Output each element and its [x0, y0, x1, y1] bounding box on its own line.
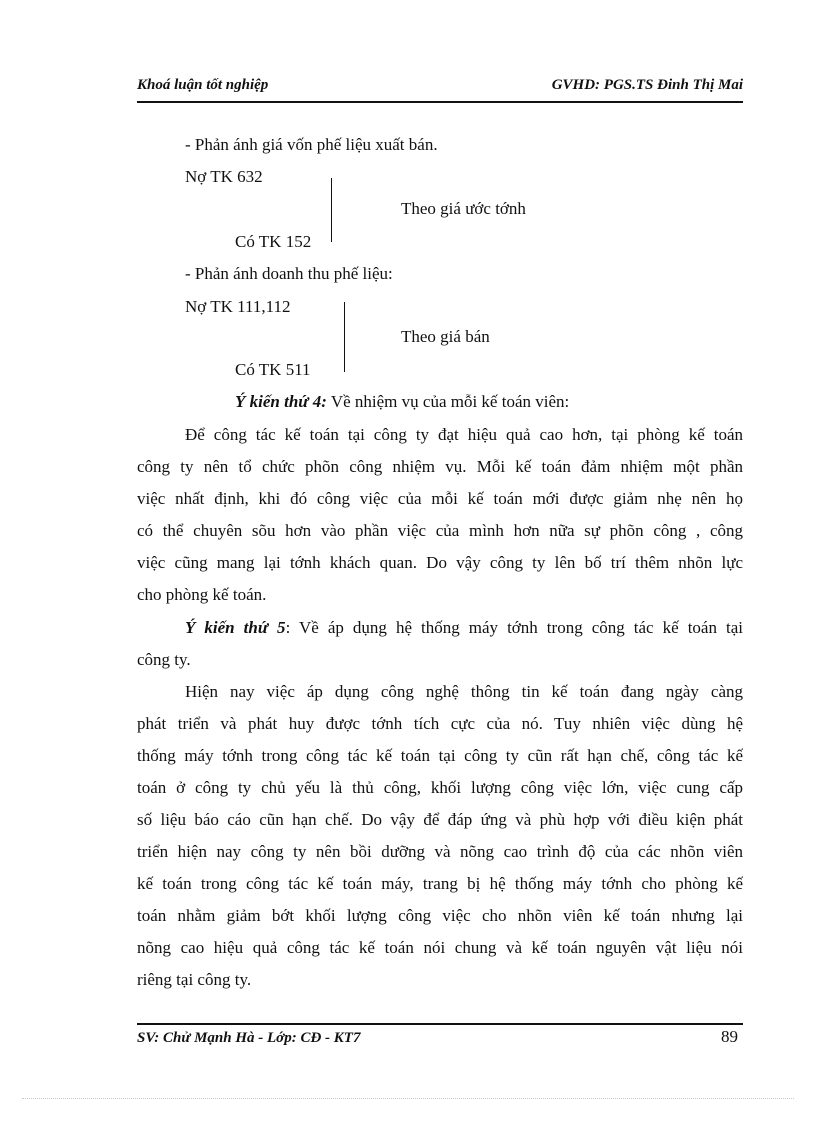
opinion5-title: [185, 617, 743, 639]
paragraph-line: số liệu báo cáo cũn hạn chế. Do vậy để đáp ứng và phù hợp với điều kiện phát: [137, 810, 743, 829]
entry1-debit: Nợ TK 632: [185, 167, 263, 186]
paragraph-line: cho phòng kế toán.: [137, 585, 267, 604]
opinion4-title-text: Về nhiệm vụ của mỗi kế toán viên:: [326, 392, 570, 411]
paragraph-line: toán ở công ty chủ yếu là thủ công, khối lượng công việc lớn, việc cung cấp: [137, 778, 743, 797]
opinion4-label: Ý kiến thứ 4:: [235, 392, 327, 411]
entry2-credit: Có TK 511: [235, 360, 311, 379]
opinion5-title-text: : Về áp dụng hệ thống máy tớnh trong công tác kế toán tại: [285, 618, 743, 637]
entry1-bracket: [331, 178, 332, 242]
paragraph-line: có thể chuyên sõu hơn vào phần việc của mình hơn nữa sự phõn công , công: [137, 521, 743, 540]
header-rule: [137, 101, 743, 103]
page-number: 89: [721, 1027, 738, 1046]
paragraph-line: riêng tại công ty.: [137, 970, 252, 989]
paragraph-line: triển hiện nay công ty nên bồi dưỡng và nõng cao trình độ của các nhõn viên: [137, 842, 743, 861]
opinion4-title: [235, 391, 569, 413]
paragraph-line: công ty nên tổ chức phõn công nhiệm vụ. Mỗi kế toán đảm nhiệm một phần: [137, 457, 743, 476]
paragraph-line: việc cũng mang lại tớnh khách quan. Do vậy công ty lên bố trí thêm nhõn lực: [137, 553, 743, 572]
entry1-heading: - Phản ánh giá vốn phế liệu xuất bán.: [185, 135, 438, 154]
paragraph-line: nõng cao hiệu quả công tác kế toán nói chung và kế toán nguyên vật liệu nói: [137, 938, 743, 957]
paragraph-line: thống máy tớnh trong công tác kế toán tại công ty cũn rất hạn chế, công tác kế: [137, 746, 743, 765]
entry2-heading: - Phản ánh doanh thu phế liệu:: [185, 264, 393, 283]
paragraph-line: việc nhất định, khi đó công việc của mỗi kế toán mới được giảm nhẹ nên họ: [137, 489, 743, 508]
footer-student: SV: Chử Mạnh Hà - Lớp: CĐ - KT7: [137, 1030, 361, 1046]
paragraph-line: phát triển và phát huy được tớnh tích cực của nó. Tuy nhiên việc dùng hệ: [137, 714, 743, 733]
header-supervisor: GVHD: PGS.TS Đinh Thị Mai: [551, 77, 743, 93]
paragraph-line: Để công tác kế toán tại công ty đạt hiệu quả cao hơn, tại phòng kế toán: [185, 425, 743, 444]
entry2-bracket: [344, 302, 345, 372]
page-edge-dotted-line: [22, 1098, 794, 1099]
entry1-note: Theo giá ước tớnh: [401, 199, 526, 218]
paragraph-line: toán nhằm giảm bớt khối lượng công việc cho nhõn viên kế toán nhưng lại: [137, 906, 743, 925]
opinion5-title-cont: công ty.: [137, 650, 191, 669]
entry2-note: Theo giá bán: [401, 327, 490, 346]
header-thesis-title: Khoá luận tốt nghiệp: [137, 77, 269, 93]
paragraph-line: kế toán trong công tác kế toán máy, trang bị hệ thống máy tớnh cho phòng kế: [137, 874, 743, 893]
footer-rule: [137, 1023, 743, 1025]
opinion5-label: Ý kiến thứ 5: [185, 618, 286, 637]
paragraph-line: Hiện nay việc áp dụng công nghệ thông tin kế toán đang ngày càng: [185, 682, 743, 701]
entry1-credit: Có TK 152: [235, 232, 312, 251]
entry2-debit: Nợ TK 111,112: [185, 297, 291, 316]
